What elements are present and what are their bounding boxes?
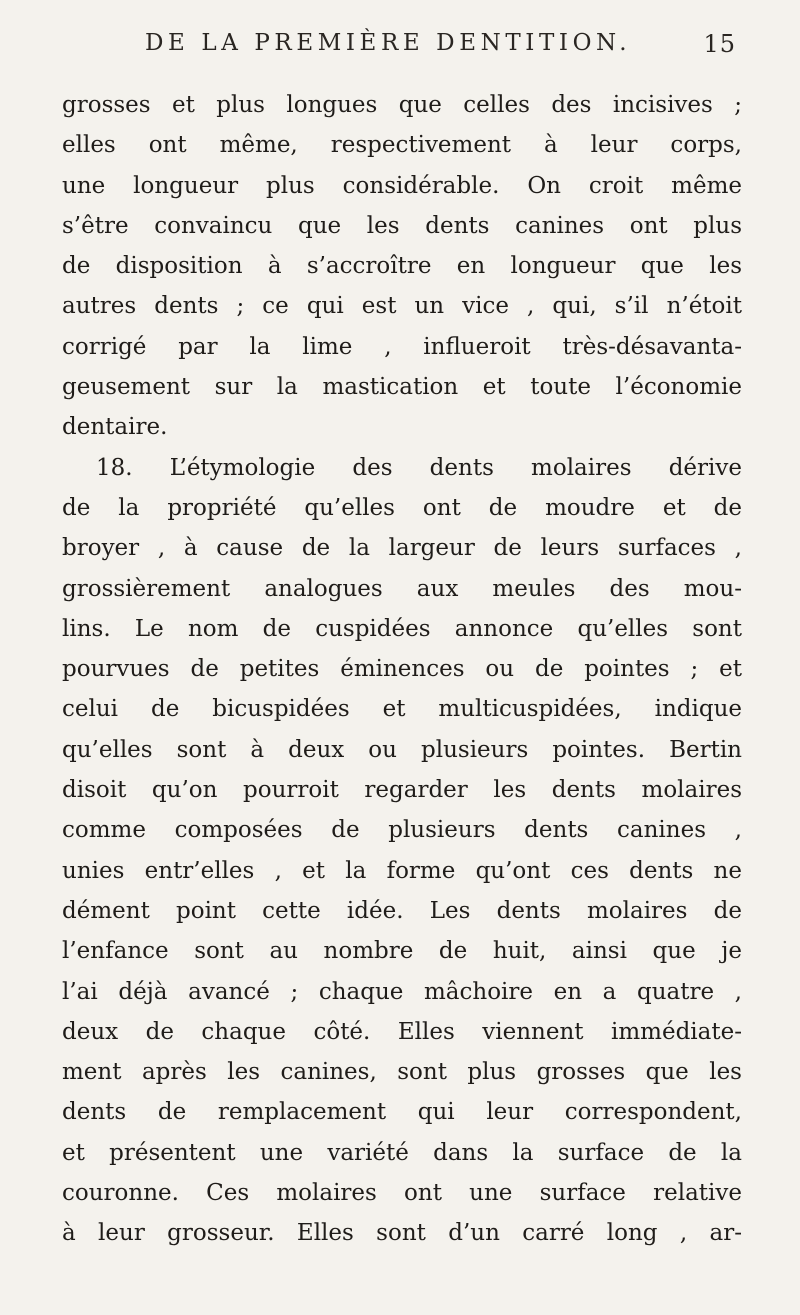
text-line: comme composées de plusieurs dents canines ,: [62, 817, 742, 844]
text-line: autres dents ; ce qui est un vice , qui, s’il n’étoit: [62, 293, 742, 320]
text-line: l’enfance sont au nombre de huit, ainsi que je: [62, 938, 742, 965]
text-line: geusement sur la mastication et toute l’économie: [62, 374, 742, 401]
text-line: couronne. Ces molaires ont une surface relative: [62, 1180, 742, 1207]
text-line: lins. Le nom de cuspidées annonce qu’elles sont: [62, 615, 742, 642]
text-line: grossièrement analogues aux meules des mou-: [62, 575, 742, 602]
text-line: grosses et plus longues que celles des incisives ;: [62, 92, 742, 118]
page-header: [105, 30, 736, 70]
text-line: à leur grosseur. Elles sont d’un carré long , ar-: [62, 1220, 742, 1247]
text-line: de disposition à s’accroître en longueur que les: [62, 253, 742, 280]
text-line: ment après les canines, sont plus grosses que les: [62, 1059, 742, 1086]
text-line: corrigé par la lime , influeroit très-désavanta-: [62, 333, 742, 360]
text-line: deux de chaque côté. Elles viennent immédiate-: [62, 1018, 742, 1045]
page-number: 15: [703, 30, 736, 58]
text-line: de la propriété qu’elles ont de moudre et de: [62, 494, 742, 521]
text-line: dents de remplacement qui leur correspondent,: [62, 1099, 742, 1126]
text-line: elles ont même, respectivement à leur corps,: [62, 132, 742, 159]
text-line: pourvues de petites éminences ou de pointes ; et: [62, 656, 742, 683]
text-line: unies entr’elles , et la forme qu’ont ces dents ne: [62, 857, 742, 884]
text-line: l’ai déjà avancé ; chaque mâchoire en a quatre ,: [62, 978, 742, 1005]
text-line: et présentent une variété dans la surface de la: [62, 1139, 742, 1166]
paragraph-end-line: dentaire.: [62, 414, 168, 441]
text-line: dément point cette idée. Les dents molaires de: [62, 897, 742, 924]
text-line: une longueur plus considérable. On croit même: [62, 172, 742, 199]
text-line: celui de bicuspidées et multicuspidées, indique: [62, 696, 742, 723]
text-line: disoit qu’on pourroit regarder les dents molaires: [62, 777, 742, 804]
text-line: s’être convaincu que les dents canines ont plus: [62, 212, 742, 239]
text-line: broyer , à cause de la largeur de leurs surfaces ,: [62, 535, 742, 562]
text-line: qu’elles sont à deux ou plusieurs pointes. Bertin: [62, 736, 742, 763]
body-text: [62, 85, 742, 1254]
running-head: DE LA PREMIÈRE DENTITION.: [145, 30, 632, 56]
paragraph-start-line: 18. L’étymologie des dents molaires dérive: [96, 454, 742, 481]
